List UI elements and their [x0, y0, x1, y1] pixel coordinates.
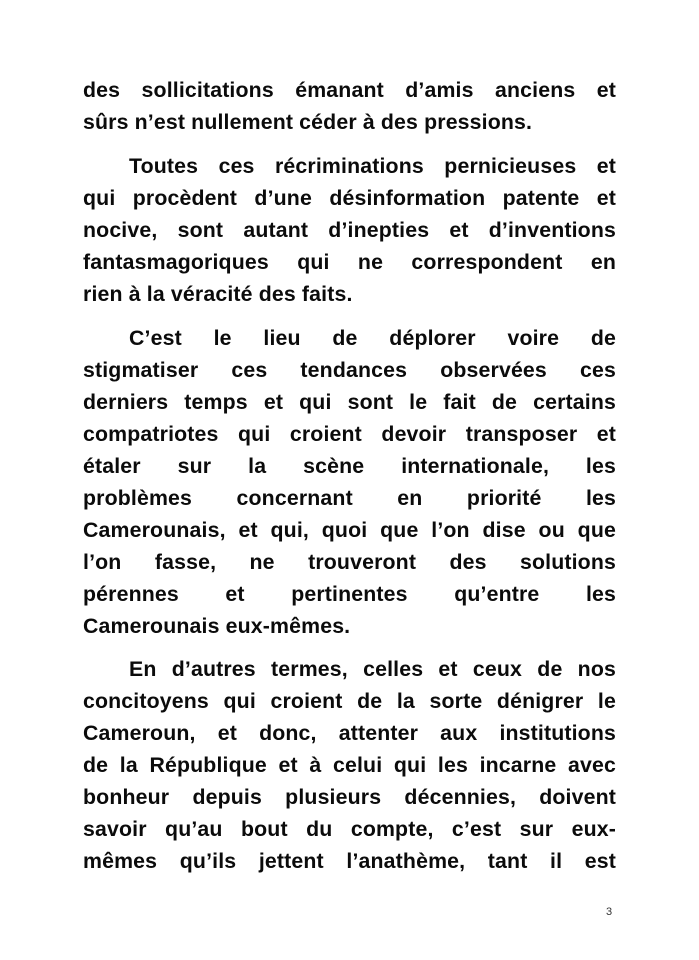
text-line: concitoyens qui croient de la sorte dénigrer le	[83, 689, 616, 713]
text-line: Cameroun, et donc, attenter aux institutions	[83, 721, 616, 745]
text-line: qui procèdent d’une désinformation patente et	[83, 186, 616, 210]
text-line: l’on fasse, ne trouveront des solutions	[83, 550, 616, 574]
text-line: nocive, sont autant d’inepties et d’inventions	[83, 218, 616, 242]
paragraph	[83, 74, 616, 138]
text-line: pérennes et pertinentes qu’entre les	[83, 582, 616, 606]
body-text	[83, 74, 616, 877]
text-line: Toutes ces récriminations pernicieuses et	[129, 154, 616, 178]
text-line: des sollicitations émanant d’amis anciens et	[83, 78, 616, 102]
text-line: savoir qu’au bout du compte, c’est sur eux-	[83, 817, 616, 841]
text-line: mêmes qu’ils jettent l’anathème, tant il est	[83, 849, 616, 873]
text-line: derniers temps et qui sont le fait de certains	[83, 390, 616, 414]
paragraph	[83, 150, 616, 310]
text-line: bonheur depuis plusieurs décennies, doivent	[83, 785, 616, 809]
paragraph	[83, 653, 616, 877]
text-line: compatriotes qui croient devoir transposer et	[83, 422, 616, 446]
text-line: de la République et à celui qui les incarne avec	[83, 753, 616, 777]
text-line: En d’autres termes, celles et ceux de nos	[129, 657, 616, 681]
text-line: Camerounais, et qui, quoi que l’on dise ou que	[83, 518, 616, 542]
text-line: problèmes concernant en priorité les	[83, 486, 616, 510]
text-line: fantasmagoriques qui ne correspondent en	[83, 250, 616, 274]
text-line: rien à la véracité des faits.	[83, 282, 353, 306]
paragraph	[83, 322, 616, 642]
text-line: sûrs n’est nullement céder à des pressions.	[83, 110, 533, 134]
text-line: C’est le lieu de déplorer voire de	[129, 326, 616, 350]
text-line: étaler sur la scène internationale, les	[83, 454, 616, 478]
page-number: 3	[606, 906, 613, 918]
text-line: stigmatiser ces tendances observées ces	[83, 358, 616, 382]
text-line: Camerounais eux-mêmes.	[83, 614, 351, 638]
